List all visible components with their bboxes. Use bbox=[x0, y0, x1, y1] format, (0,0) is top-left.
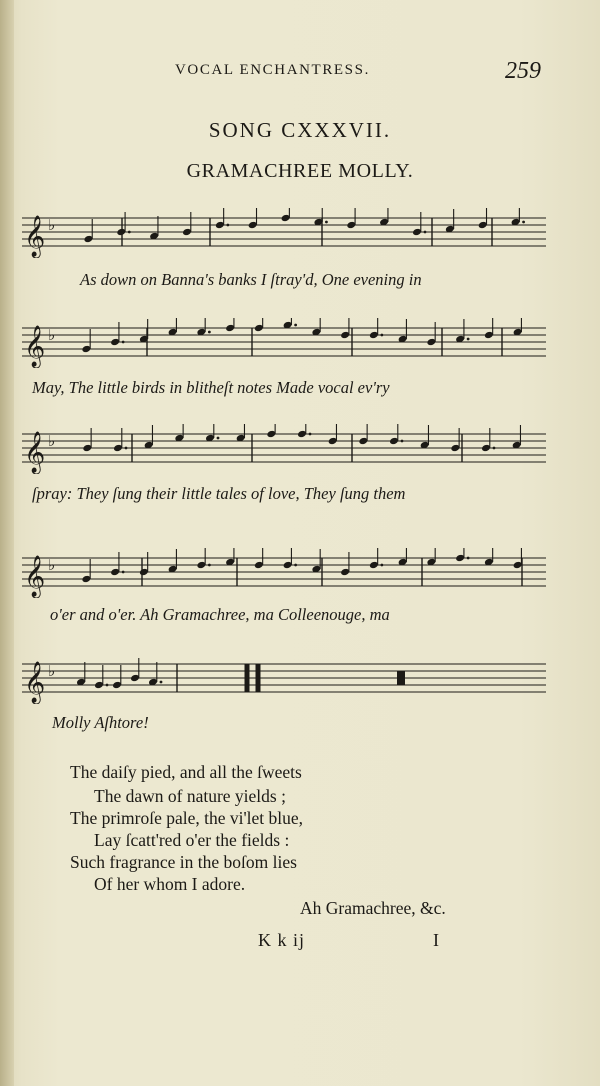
lyric-line-1: As down on Banna's banks I ſtray'd, One evening in bbox=[80, 270, 422, 289]
flat-sign-icon: ♭ bbox=[48, 662, 56, 680]
flat-sign-icon: ♭ bbox=[48, 556, 56, 574]
treble-clef-icon: 𝄞 bbox=[24, 432, 46, 473]
music-staff-2 bbox=[22, 318, 546, 368]
note-dot bbox=[294, 564, 297, 567]
signature-mark: K k ij bbox=[258, 930, 306, 950]
music-staff-4 bbox=[22, 548, 546, 598]
verse-line-2: The dawn of nature yields ; bbox=[94, 786, 286, 806]
lyric-line-4: o'er and o'er. Ah Gramachree, ma Colleenouge, ma bbox=[50, 605, 390, 624]
music-staff-3 bbox=[22, 424, 546, 474]
music-staff-1 bbox=[22, 208, 546, 258]
staff-lines bbox=[22, 558, 546, 586]
note-dot bbox=[208, 331, 211, 334]
note-dot bbox=[122, 341, 125, 344]
note-dot bbox=[401, 440, 404, 443]
note-dot bbox=[125, 447, 128, 450]
verse-line-1: The daiſy pied, and all the ſweets bbox=[70, 762, 302, 782]
note-dot bbox=[522, 221, 525, 224]
flat-sign-icon: ♭ bbox=[48, 216, 56, 234]
catchword-mark: I bbox=[433, 930, 439, 950]
song-number: SONG CXXXVII. bbox=[208, 118, 392, 142]
lyric-line-3: ſpray: They ſung their little tales of love, They ſung them bbox=[32, 484, 406, 503]
verse-line-3: The primroſe pale, the vi'let blue, bbox=[70, 808, 304, 828]
page-number: 259 bbox=[505, 58, 541, 84]
verse-line-5: Such fragrance in the boſom lies bbox=[70, 852, 297, 872]
music-staff-5 bbox=[22, 654, 546, 704]
running-title: VOCAL ENCHANTRESS. bbox=[175, 62, 370, 78]
note-dot bbox=[122, 571, 125, 574]
staff-lines bbox=[22, 664, 546, 692]
verse-line-4: Lay ſcatt'red o'er the fields : bbox=[94, 830, 290, 850]
note-dot bbox=[467, 557, 470, 560]
note-dot bbox=[309, 433, 312, 436]
staff-lines bbox=[22, 218, 546, 246]
note-dot bbox=[380, 564, 383, 567]
note-dot bbox=[217, 437, 220, 440]
lyric-line-2: May, The little birds in blitheſt notes Made vocal ev'ry bbox=[32, 378, 390, 397]
note-dot bbox=[106, 684, 109, 687]
treble-clef-icon: 𝄞 bbox=[24, 556, 46, 597]
lyric-line-5: Molly Aſhtore! bbox=[52, 713, 149, 732]
flat-sign-icon: ♭ bbox=[48, 326, 56, 344]
song-title: GRAMACHREE MOLLY. bbox=[186, 160, 414, 182]
chorus-reference: Ah Gramachree, &c. bbox=[300, 898, 446, 918]
flat-sign-icon: ♭ bbox=[48, 432, 56, 450]
note-dot bbox=[467, 338, 470, 341]
treble-clef-icon: 𝄞 bbox=[24, 216, 46, 257]
note-dot bbox=[424, 231, 427, 234]
treble-clef-icon: 𝄞 bbox=[24, 662, 46, 703]
note-dot bbox=[128, 231, 131, 234]
note-dot bbox=[160, 681, 163, 684]
staff-lines bbox=[22, 434, 546, 462]
note-dot bbox=[380, 334, 383, 337]
treble-clef-icon: 𝄞 bbox=[24, 326, 46, 367]
note-dot bbox=[294, 324, 297, 327]
note-dot bbox=[493, 447, 496, 450]
staff-lines bbox=[22, 328, 546, 356]
verse-line-6: Of her whom I adore. bbox=[94, 874, 246, 894]
note-dot bbox=[325, 221, 328, 224]
rest-mark bbox=[397, 671, 405, 685]
note-dot bbox=[208, 564, 211, 567]
note-dot bbox=[226, 224, 229, 227]
